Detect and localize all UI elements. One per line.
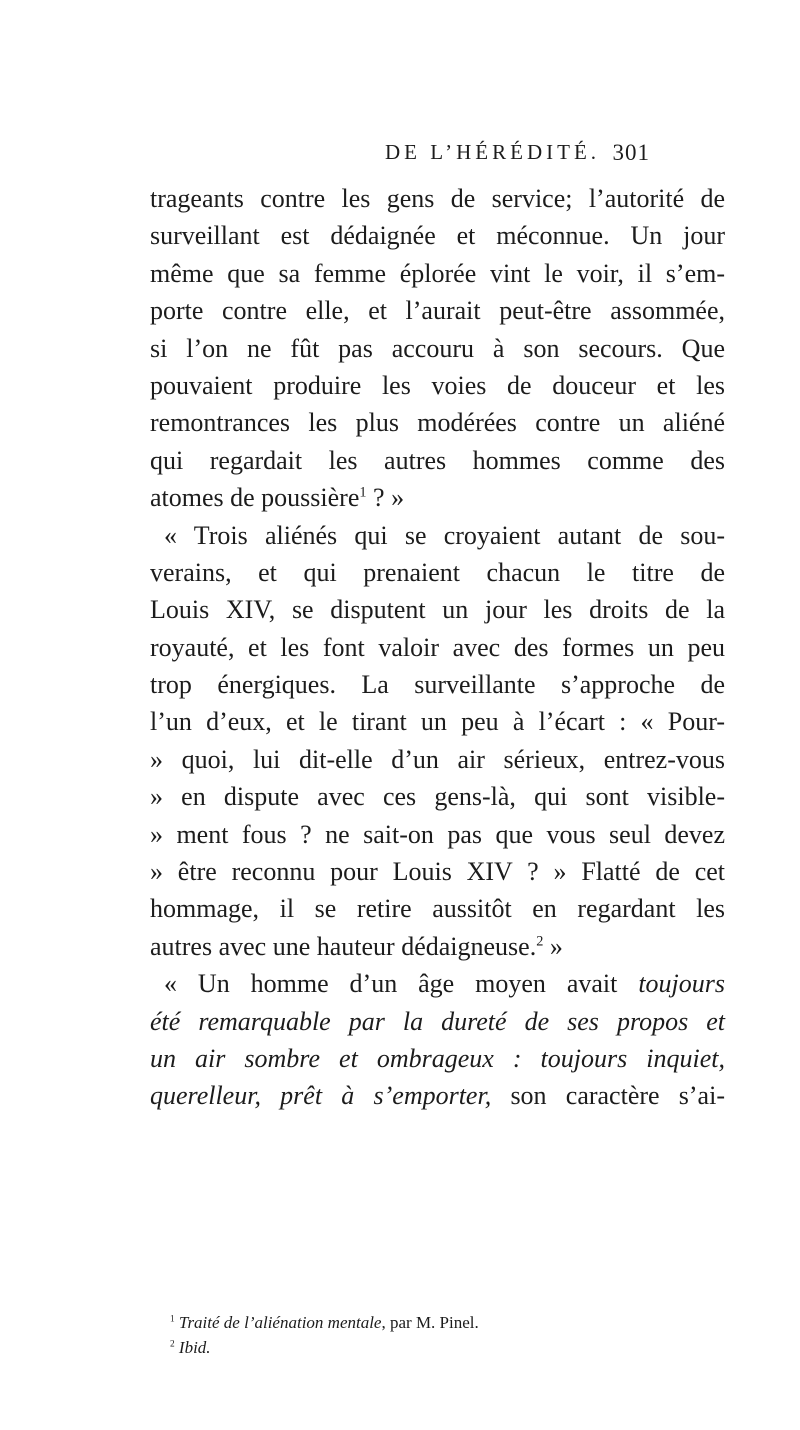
text-line: royauté, et les font valoir avec des formes un peu	[150, 632, 725, 662]
text-line: » être reconnu pour Louis XIV ? » Flatté de cet	[150, 857, 725, 887]
text-line: atomes de poussière$^1$ ? »	[150, 483, 405, 513]
text-line: l’un d’eux, et le tirant un peu à l’écart : « Pour-	[150, 707, 725, 737]
running-head	[275, 140, 650, 170]
text-line: pouvaient produire les voies de douceur et les	[150, 370, 725, 400]
text-line: qui regardait les autres hommes comme des	[150, 445, 725, 475]
text-line: remontrances les plus modérées contre un aliéné	[150, 408, 725, 438]
text-line: même que sa femme éplorée vint le voir, il s’em-	[150, 258, 725, 288]
text-line: « Trois aliénés qui se croyaient autant de sou-	[164, 520, 725, 550]
text-line: « Un homme d’un âge moyen avait toujours	[164, 969, 725, 999]
text-line: été remarquable par la dureté de ses propos et	[150, 1006, 725, 1036]
text-line: porte contre elle, et l’aurait peut-être assommée,	[150, 296, 725, 326]
page-number: 301	[612, 140, 650, 165]
text-line: surveillant est dédaignée et méconnue. Un jour	[150, 221, 725, 251]
body-text	[150, 180, 725, 1115]
text-line: hommage, il se retire aussitôt en regardant les	[150, 894, 725, 924]
text-line: Louis XIV, se disputent un jour les droits de la	[150, 595, 725, 625]
text-line: trop énergiques. La surveillante s’approche de	[150, 670, 725, 700]
footnote-ref: 1	[359, 484, 367, 501]
text-line: autres avec une hauteur dédaigneuse.$^2$ »	[150, 931, 563, 961]
footnotes	[170, 1310, 730, 1360]
text-line: » quoi, lui dit-elle d’un air sérieux, entrez-vous	[150, 744, 725, 774]
footnote-marker: 1	[170, 1314, 175, 1325]
running-head-title: DE L’HÉRÉDITÉ.	[385, 140, 601, 164]
text-line: un air sombre et ombrageux : toujours inquiet,	[150, 1043, 725, 1073]
text-line: trageants contre les gens de service; l’autorité de	[150, 184, 725, 213]
footnote: $^2$ Ibid.	[170, 1338, 211, 1357]
footnote-marker: 2	[170, 1339, 175, 1350]
text-line: si l’on ne fût pas accouru à son secours. Que	[150, 333, 725, 363]
text-line: verains, et qui prenaient chacun le titre de	[150, 557, 725, 587]
text-line: » ment fous ? ne sait-on pas que vous seul devez	[150, 819, 725, 849]
text-line: querelleur, prêt à s’emporter, son caractère s’ai-	[150, 1081, 725, 1111]
footnote: $^1$ Traité de l’aliénation mentale, par M. Pinel.	[170, 1313, 479, 1332]
footnote-ref: 2	[536, 933, 544, 950]
text-line: » en dispute avec ces gens-là, qui sont visible-	[150, 782, 725, 812]
